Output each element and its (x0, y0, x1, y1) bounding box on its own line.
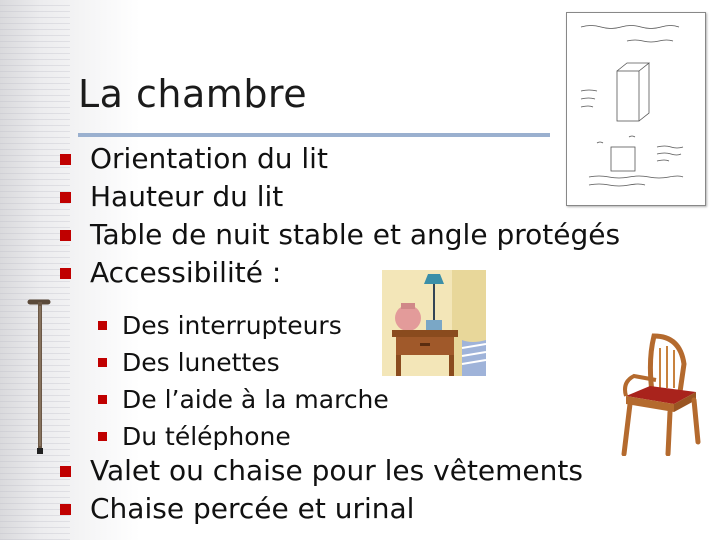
bullet-item (60, 216, 620, 254)
bullet-text: Accessibilité : (90, 256, 282, 289)
nightstand-lamp-icon (382, 270, 486, 376)
bullet-item (60, 452, 583, 490)
sub-bullet-item (98, 344, 389, 381)
bullet-item (60, 490, 583, 528)
sub-bullet-text: Des lunettes (122, 348, 280, 377)
main-bullet-list (60, 140, 620, 292)
slide-title: La chambre (78, 72, 308, 116)
handwritten-sketch-icon (566, 12, 706, 206)
sub-bullet-item (98, 307, 389, 344)
square-bullet-icon (60, 268, 71, 279)
wooden-chair-icon (610, 330, 702, 456)
bullet-text: Orientation du lit (90, 142, 328, 175)
bullet-text: Hauteur du lit (90, 180, 284, 213)
title-underline (78, 133, 550, 137)
bullet-item (60, 254, 620, 292)
bullet-item (60, 178, 620, 216)
walking-cane-icon (26, 296, 56, 456)
square-bullet-icon (60, 504, 71, 515)
sub-bullet-text: De l’aide à la marche (122, 385, 389, 414)
square-bullet-icon (60, 230, 71, 241)
bullet-item (60, 140, 620, 178)
square-bullet-icon (98, 432, 107, 441)
bullet-text: Table de nuit stable et angle protégés (90, 218, 621, 251)
bottom-bullet-list (60, 452, 583, 528)
square-bullet-icon (98, 358, 107, 367)
square-bullet-icon (98, 321, 107, 330)
bullet-text: Valet ou chaise pour les vêtements (90, 454, 583, 487)
square-bullet-icon (60, 192, 71, 203)
square-bullet-icon (60, 466, 71, 477)
square-bullet-icon (98, 395, 107, 404)
sub-bullet-list (98, 307, 389, 455)
sub-bullet-text: Des interrupteurs (122, 311, 342, 340)
square-bullet-icon (60, 154, 71, 165)
sub-bullet-item (98, 418, 389, 455)
sub-bullet-text: Du téléphone (122, 422, 291, 451)
bullet-text: Chaise percée et urinal (90, 492, 415, 525)
sub-bullet-item (98, 381, 389, 418)
